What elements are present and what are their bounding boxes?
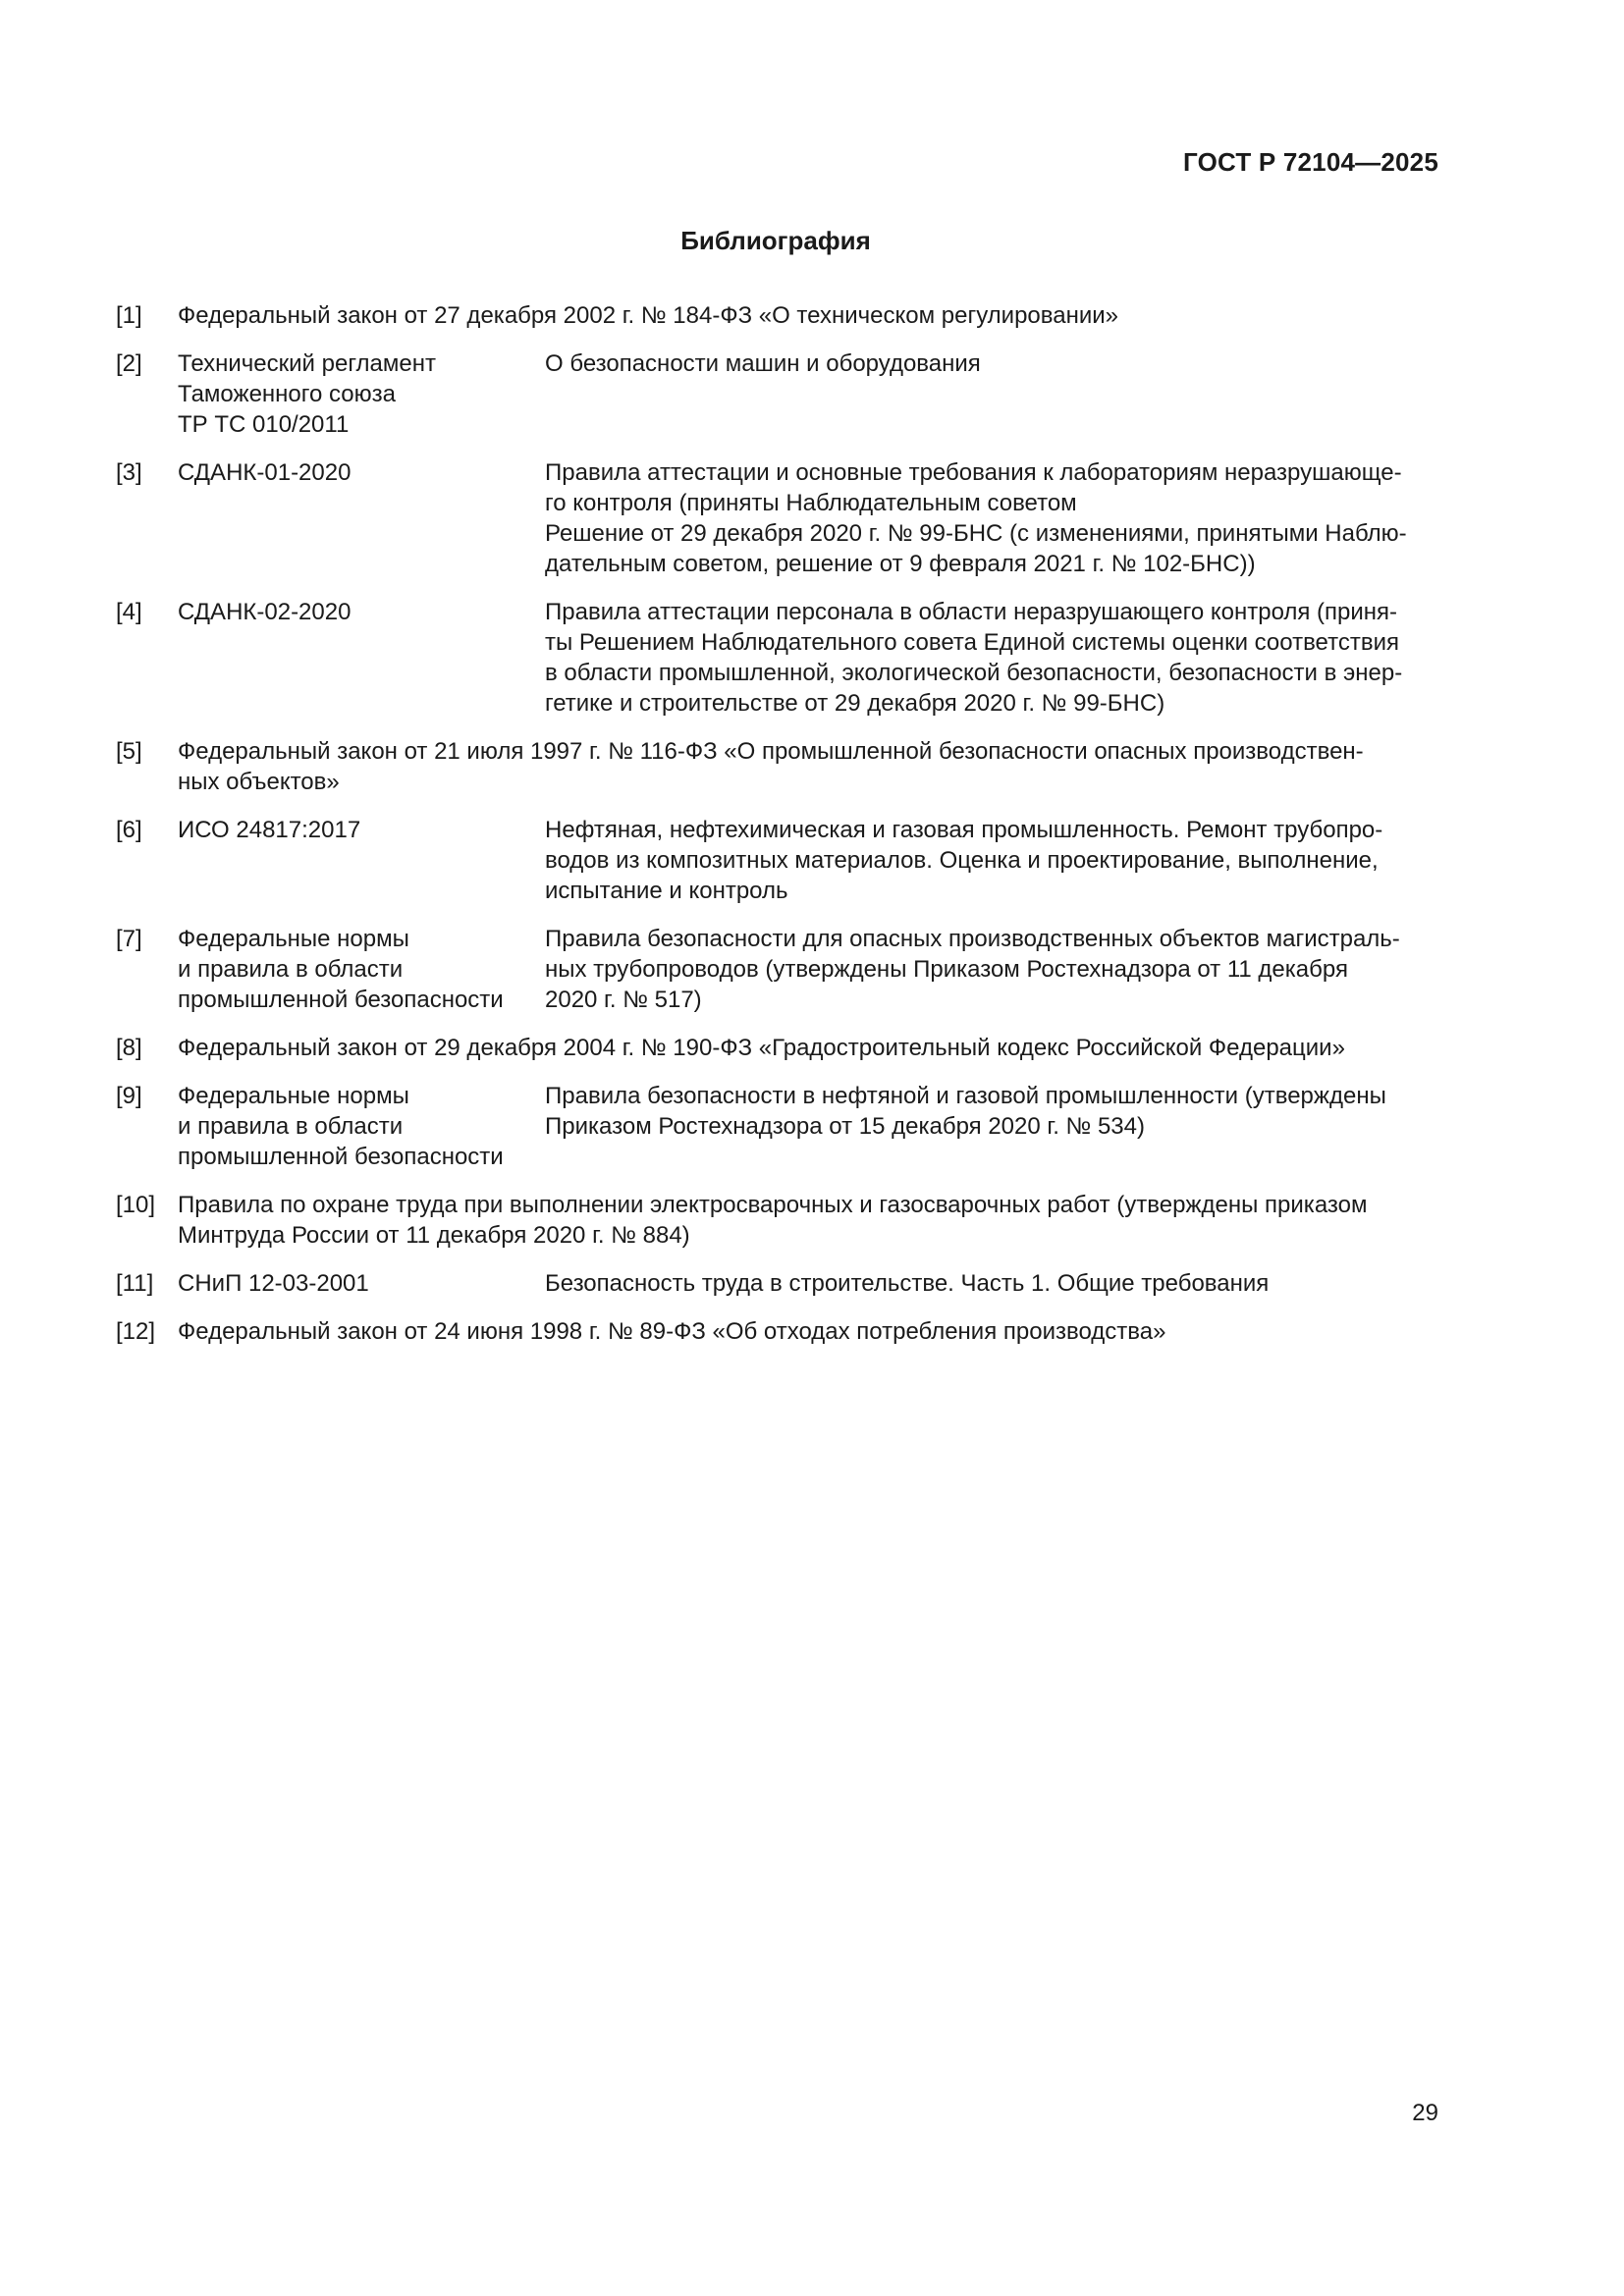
description-line: О безопасности машин и оборудования bbox=[545, 350, 981, 377]
entry-number: [2] bbox=[116, 350, 142, 377]
description-line: 2020 г. № 517) bbox=[545, 987, 702, 1013]
description-line: го контроля (приняты Наблюдательным советом bbox=[545, 490, 1077, 516]
description-line: дательным советом, решение от 9 февраля 2021 г. № 102-БНС)) bbox=[545, 551, 1256, 577]
source-line: промышленной безопасности bbox=[178, 1144, 504, 1170]
bibliography-entry bbox=[116, 1316, 1438, 1347]
bibliography-entry bbox=[116, 1033, 1438, 1063]
page-number: 29 bbox=[1412, 2100, 1438, 2126]
entry-source bbox=[178, 1268, 545, 1299]
source-line: и правила в области bbox=[178, 1113, 404, 1140]
description-line: Безопасность труда в строительстве. Часть 1. Общие требования bbox=[545, 1270, 1270, 1297]
entry-description bbox=[545, 348, 1438, 440]
source-line: Федеральные нормы bbox=[178, 1083, 409, 1109]
description-line: Правила аттестации персонала в области неразрушающего контроля (приня- bbox=[545, 599, 1398, 625]
description-line: в области промышленной, экологической безопасности, безопасности в энер- bbox=[545, 660, 1403, 686]
bibliography-entry bbox=[116, 300, 1438, 331]
entry-text bbox=[178, 1033, 1438, 1063]
entry-description bbox=[545, 1081, 1438, 1172]
entry-line: ных объектов» bbox=[178, 769, 340, 795]
source-line: СНиП 12-03-2001 bbox=[178, 1270, 369, 1297]
bibliography-entry bbox=[116, 815, 1438, 906]
bibliography-entry bbox=[116, 924, 1438, 1015]
entry-text bbox=[178, 736, 1438, 797]
entry-description bbox=[545, 597, 1438, 719]
entry-number: [12] bbox=[116, 1318, 156, 1345]
description-line: испытание и контроль bbox=[545, 878, 788, 904]
description-line: Правила аттестации и основные требования к лабораториям неразрушающе- bbox=[545, 459, 1402, 486]
entry-number: [7] bbox=[116, 926, 142, 952]
bibliography-title: Библиография bbox=[680, 226, 871, 255]
entry-source bbox=[178, 1081, 545, 1172]
entry-text bbox=[178, 300, 1438, 331]
bibliography-list bbox=[116, 300, 1438, 1364]
description-line: гетике и строительстве от 29 декабря 2020 г. № 99-БНС) bbox=[545, 690, 1165, 717]
source-line: Таможенного союза bbox=[178, 381, 396, 407]
source-line: Технический регламент bbox=[178, 350, 436, 377]
entry-description bbox=[545, 1268, 1438, 1299]
entry-number: [6] bbox=[116, 817, 142, 843]
entry-number: [11] bbox=[116, 1270, 154, 1297]
entry-number: [1] bbox=[116, 302, 142, 329]
bibliography-entry bbox=[116, 1190, 1438, 1251]
entry-description bbox=[545, 815, 1438, 906]
entry-description bbox=[545, 457, 1438, 579]
entry-line: Федеральный закон от 27 декабря 2002 г. № 184-ФЗ «О техническом регулировании» bbox=[178, 302, 1119, 329]
entry-number: [5] bbox=[116, 738, 142, 765]
entry-source bbox=[178, 924, 545, 1015]
entry-number: [4] bbox=[116, 599, 142, 625]
entry-line: Федеральный закон от 24 июня 1998 г. № 89-ФЗ «Об отходах потребления производства» bbox=[178, 1318, 1166, 1345]
entry-line: Федеральный закон от 21 июля 1997 г. № 116-ФЗ «О промышленной безопасности опасных производствен- bbox=[178, 738, 1364, 765]
bibliography-entry bbox=[116, 1268, 1438, 1299]
document-code-header: ГОСТ Р 72104—2025 bbox=[1183, 147, 1438, 177]
description-line: ных трубопроводов (утверждены Приказом Ростехнадзора от 11 декабря bbox=[545, 956, 1348, 983]
source-line: СДАНК-02-2020 bbox=[178, 599, 352, 625]
entry-number: [10] bbox=[116, 1192, 156, 1218]
bibliography-entry bbox=[116, 1081, 1438, 1172]
description-line: Приказом Ростехнадзора от 15 декабря 2020 г. № 534) bbox=[545, 1113, 1145, 1140]
entry-line: Минтруда России от 11 декабря 2020 г. № 884) bbox=[178, 1222, 690, 1249]
source-line: ИСО 24817:2017 bbox=[178, 817, 361, 843]
entry-source bbox=[178, 457, 545, 579]
entry-source bbox=[178, 348, 545, 440]
description-line: Нефтяная, нефтехимическая и газовая промышленность. Ремонт трубопро- bbox=[545, 817, 1383, 843]
bibliography-entry bbox=[116, 597, 1438, 719]
description-line: Решение от 29 декабря 2020 г. № 99-БНС (с изменениями, принятыми Наблю- bbox=[545, 520, 1407, 547]
entry-description bbox=[545, 924, 1438, 1015]
entry-source bbox=[178, 597, 545, 719]
entry-number: [9] bbox=[116, 1083, 142, 1109]
bibliography-entry bbox=[116, 348, 1438, 440]
description-line: ты Решением Наблюдательного совета Единой системы оценки соответствия bbox=[545, 629, 1399, 656]
entry-line: Правила по охране труда при выполнении электросварочных и газосварочных работ (утверждены приказом bbox=[178, 1192, 1368, 1218]
entry-source bbox=[178, 815, 545, 906]
description-line: водов из композитных материалов. Оценка и проектирование, выполнение, bbox=[545, 847, 1379, 874]
source-line: и правила в области bbox=[178, 956, 404, 983]
description-line: Правила безопасности в нефтяной и газовой промышленности (утверждены bbox=[545, 1083, 1386, 1109]
description-line: Правила безопасности для опасных производственных объектов магистраль- bbox=[545, 926, 1400, 952]
source-line: промышленной безопасности bbox=[178, 987, 504, 1013]
entry-number: [8] bbox=[116, 1035, 142, 1061]
bibliography-entry bbox=[116, 736, 1438, 797]
entry-line: Федеральный закон от 29 декабря 2004 г. № 190-ФЗ «Градостроительный кодекс Российской Федерации» bbox=[178, 1035, 1345, 1061]
entry-number: [3] bbox=[116, 459, 142, 486]
source-line: Федеральные нормы bbox=[178, 926, 409, 952]
bibliography-entry bbox=[116, 457, 1438, 579]
source-line: СДАНК-01-2020 bbox=[178, 459, 352, 486]
entry-text bbox=[178, 1190, 1438, 1251]
entry-text bbox=[178, 1316, 1438, 1347]
source-line: ТР ТС 010/2011 bbox=[178, 411, 350, 438]
